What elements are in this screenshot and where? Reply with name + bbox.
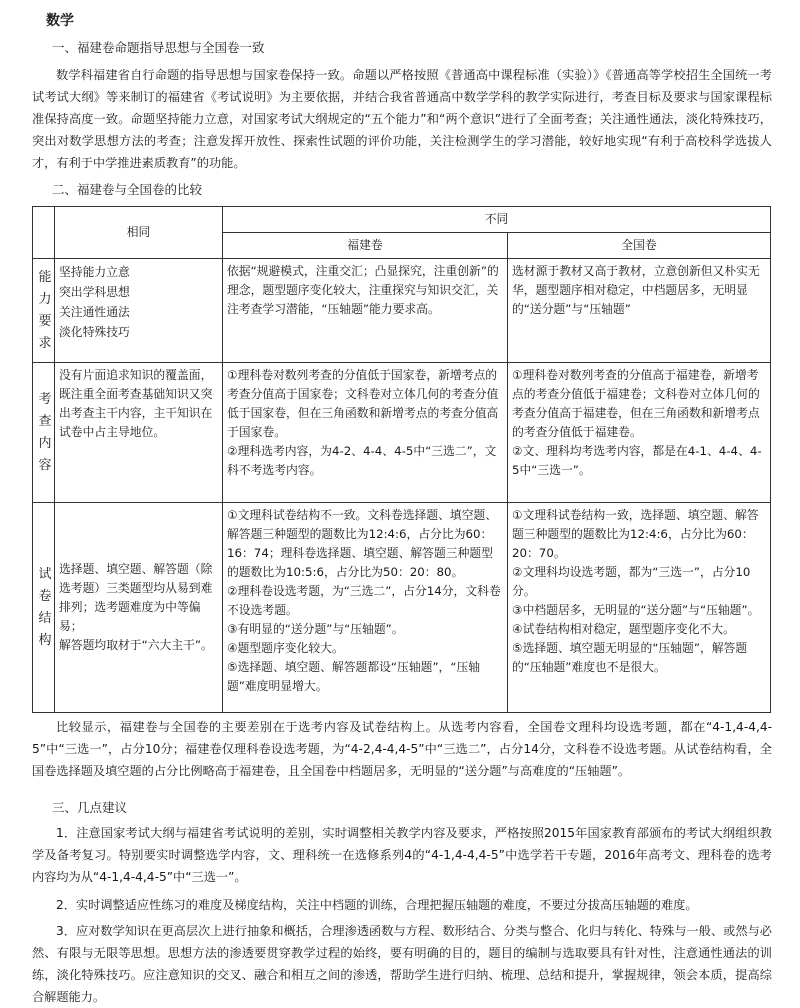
comparison-table [32,206,771,713]
summary-paragraph: 比较显示，福建卷与全国卷的主要差别在于选考内容及试卷结构上。从选考内容看，全国卷文理科均设选考题，都在“4-1,4-4,4-5”中“三选一”，占分10分；福建卷仅理科卷设选考题，为“4-2,4-4,4-5”中“三选二”，占分14分，文科卷不设选考题。从试卷结构看，全国卷选择题及填空题的占分比例略高于福建卷，且全国卷中档题居多，无明显的“送分题”与高难度的“压轴题”。 [32,720,772,778]
row-label-ability: 能力要求 [33,259,55,363]
row-label-content: 考查内容 [33,363,55,503]
ability-fujian: 依据“规避模式，注重交汇；凸显探究，注重创新”的理念，题型题序变化较大，注重探究与知识交汇，关注考查学习潜能，“压轴题”能力要求高。 [223,259,508,363]
header-national: 全国卷 [508,233,771,259]
corner-cell [33,207,55,259]
content-national: ①理科卷对数列考查的分值高于福建卷，新增考点的考查分值低于福建卷；文科卷对立体几何的考查分值高于福建卷，但在三角函数和新增考点的考查分值低于福建卷。 ②文、理科均考选考内容，都是在4-1、4-4、4-5中“三选一”。 [508,363,771,503]
section-3-heading: 三、几点建议 [52,800,128,815]
structure-same: 选择题、填空题、解答题（除选考题）三类题型均从易到难排列；选考题难度为中等偏易； 解答题均取材于“六大主干”。 [55,503,223,713]
ability-same: 坚持能力立意 突出学科思想 关注通性通法 淡化特殊技巧 [55,259,223,363]
ability-national: 选材源于教材又高于教材，立意创新但又朴实无华，题型题序相对稳定，中档题居多，无明显的“送分题”与“压轴题” [508,259,771,363]
section-1-heading: 一、福建卷命题指导思想与全国卷一致 [52,40,265,55]
suggestion-3: 3．应对数学知识在更高层次上进行抽象和概括，合理渗透函数与方程、数形结合、分类与整合、化归与转化、特殊与一般、或然与必然、有限与无限等思想。思想方法的渗透要贯穿教学过程的始终，要有明确的目的，题目的编制与选取要具有针对性，注意通性通法的训练，淡化特殊技巧。应注意知识的交叉、融合和相互之间的渗透，帮助学生进行归纳、梳理、总结和提升，掌握规律，领会本质，提高综合解题能力。 [32,924,772,1004]
row-label-structure: 试卷结构 [33,503,55,713]
structure-national: ①文理科试卷结构一致，选择题、填空题、解答题三种题型的题数比为12:4:6，占分比为60：20：70。 ②文理科均设选考题，都为“三选一”，占分10分。 ③中档题居多，无明显的“送分题”与“压轴题”。 ④试卷结构相对稳定，题型题序变化不大。 ⑤选择题、填空题无明显的“压轴题”，解答题的“压轴题”难度也不是很大。 [508,503,771,713]
content-same: 没有片面追求知识的覆盖面，既注重全面考查基础知识又突出考查主干内容，主干知识在试卷中占主导地位。 [55,363,223,503]
structure-fujian: ①文理科试卷结构不一致。文科卷选择题、填空题、解答题三种题型的题数比为12:4:6，占分比为60：16：74；理科卷选择题、填空题、解答题三种题型的题数比为10:5:6，占分比为50：20：80。 ②理科卷设选考题，为“三选二”，占分14分，文科卷不设选考题。 ③有明显的“送分题”与“压轴题”。 ④题型题序变化较大。 ⑤选择题、填空题、解答题都设“压轴题”，“压轴题”难度明显增大。 [223,503,508,713]
suggestion-1: 1．注意国家考试大纲与福建省考试说明的差别，实时调整相关教学内容及要求，严格按照2015年国家教育部颁布的考试大纲组织教学及备考复习。特别要实时调整选学内容，文、理科统一在选修系列4的“4-1,4-4,4-5”中选学若干专题，2016年高考文、理科卷的选考内容均为从“4-1,4-4,4-5”中“三选一”。 [32,826,772,884]
header-same: 相同 [55,207,223,259]
subject-title: 数学 [46,13,74,29]
header-fujian: 福建卷 [223,233,508,259]
header-diff: 不同 [223,207,771,233]
section-1-paragraph: 数学科福建省自行命题的指导思想与国家卷保持一致。命题以严格按照《普通高中课程标准（实验）》《普通高等学校招生全国统一考试考试大纲》等来制订的福建省《考试说明》为主要依据，并结合我省普通高中数学学科的教学实际进行，考查目标及要求与国家课程标准保持高度一致。命题坚持能力立意，对国家考试大纲规定的“五个能力”和“两个意识”进行了全面考查；关注通性通法，淡化特殊技巧，突出对数学思想方法的考查；注意发挥开放性、探索性试题的评价功能，关注检测学生的学习潜能，较好地实现“有利于高校科学选拔人才，有利于中学推进素质教育”的功能。 [32,68,772,170]
section-2-heading: 二、福建卷与全国卷的比较 [52,182,203,197]
content-fujian: ①理科卷对数列考查的分值低于国家卷，新增考点的考查分值高于国家卷；文科卷对立体几何的考查分值低于国家卷，但在三角函数和新增考点的考查分值高于国家卷。 ②理科选考内容，为4-2、4-4、4-5中“三选二”，文科不考选考内容。 [223,363,508,503]
suggestion-2: 2．实时调整适应性练习的难度及梯度结构，关注中档题的训练，合理把握压轴题的难度，不要过分拔高压轴题的难度。 [56,898,698,912]
